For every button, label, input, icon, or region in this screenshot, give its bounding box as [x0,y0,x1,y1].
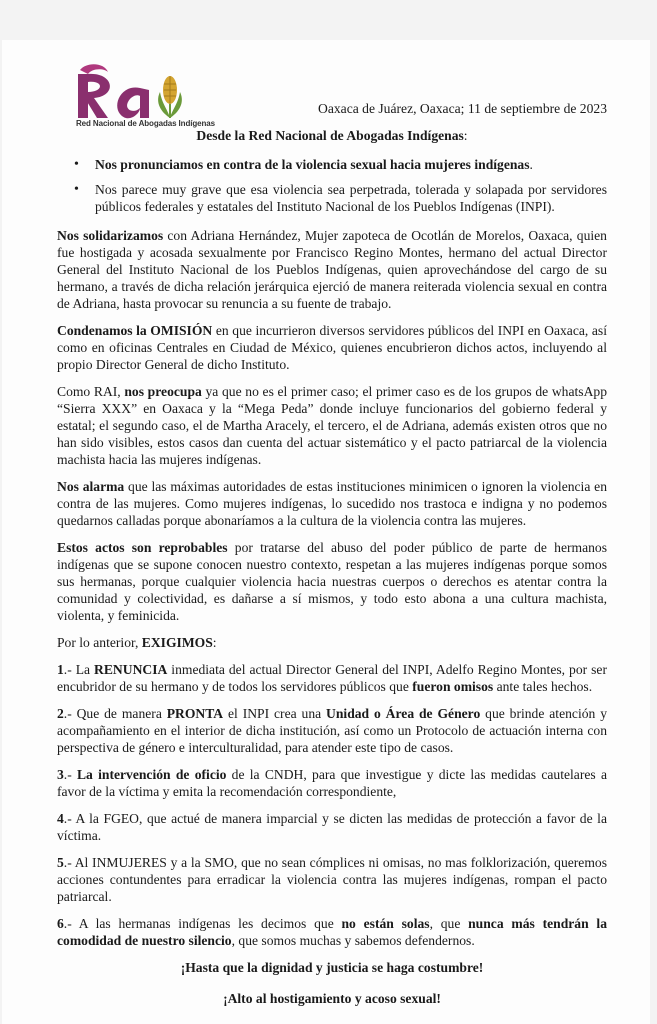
bullet-item: • Nos pronunciamos en contra de la violencia sexual hacia mujeres indígenas. [95,156,607,173]
demand-item-1: 1.- La RENUNCIA inmediata del actual Director General del INPI, Adelfo Regino Montes, por ser encubridor de su hermano y de todos los servidores públicos que fueron omisos ante tales hechos. [57,662,607,694]
paragraph-condemn: Condenamos la OMISIÓN en que incurrieron diversos servidores públicos del INPI en Oaxaca, así como en oficinas Centrales en Ciudad de México, quienes encubrieron dichos actos, incluyendo al propio Director General de dicho Instituto. [57,323,608,372]
logo-caption: Red Nacional de Abogadas Indígenas [76,119,215,128]
demand-item-6: 6.- A las hermanas indígenas les decimos que no están solas, que nunca más tendrán la comodidad de nuestro silencio, que somos muchas y sabemos defendernos. [57,916,607,948]
closing-line-2: ¡Alto al hostigamiento y acoso sexual! [223,991,441,1006]
demand-item-4: 4.- A la FGEO, que actué de manera imparcial y se dicten las medidas de protección a favor de la víctima. [57,811,607,843]
paragraph-solidarity: Nos solidarizamos con Adriana Hernández, Mujer zapoteca de Ocotlán de Morelos, Oaxaca, quien fue hostigada y acosada sexualmente por Francisco Regino Montes, hermano del actual Director General del Instituto Nacional de los Pueblos Indígenas, quien aprovechándose del cargo de su hermano, a través de dicha relación jerárquica ejerció de manera reiterada violencia sexual en contra de Adriana, hasta provocar su renuncia a su fuente de trabajo. [57,228,607,311]
bullet-list [57,156,607,215]
logo-swirl [80,64,108,74]
letter-heading: Desde la Red Nacional de Abogadas Indígenas: [196,128,468,143]
letter-date: Oaxaca de Juárez, Oaxaca; 11 de septiembre de 2023 [318,101,607,116]
paragraph-alarm: Nos alarma que las máximas autoridades de estas instituciones minimicen o ignoren la violencia en contra de las mujeres. Como mujeres indígenas, lo sucedido nos trastoca e indigna y no podemos quedarnos calladas porque abonaríamos a la cultura de la violencia contra las mujeres. [57,479,607,528]
closing-line-1: ¡Hasta que la dignidad y justicia se haga costumbre! [180,960,484,975]
demand-item-2: 2.- Que de manera PRONTA el INPI crea una Unidad o Área de Género que brinde atención y acompañamiento en el interior de dicha institución, así como un Protocolo de actuación interna con perspectiva de género e interculturalidad, para atender este tipo de casos. [57,706,607,755]
paragraph-reprobable: Estos actos son reprobables por tratarse del abuso del poder público de parte de hermanos indígenas que se supone conocen nuestro contexto, respetan a las mujeres indígenas porque somos sus hermanas, porque cualquier violencia hacia nuestras cuerpos o derechos es atentar contra la comunidad y colectividad, es dañarse a sí mismos, y todo esto abona a una cultura machista, violenta, y feminicida. [57,540,607,623]
letter-body [57,100,607,1017]
heading-text: Desde la Red Nacional de Abogadas Indígenas [196,128,464,143]
paragraph-demand-intro: Por lo anterior, EXIGIMOS: [57,635,217,650]
demand-item-3: 3.- La intervención de oficio de la CNDH, para que investigue y dicte las medidas cautelares a favor de la víctima y emita la recomendación correspondiente, [57,767,607,799]
paragraph-concern: Como RAI, nos preocupa ya que no es el primer caso; el primer caso es de los grupos de whatsApp “Sierra XXX” en Oaxaca y la “Mega Peda” donde incluye funcionarios del gobierno federal y estatal; el segundo caso, el de Martha Aracely, el tercero, el de Adriana, además existen otros que no han sido visibles, estos casos dan cuenta del actuar sistemático y el pacto patriarcal de la violencia machista hacia las mujeres indígenas. [57,384,607,467]
demand-item-5: 5.- Al INMUJERES y a la SMO, que no sean cómplices ni omisas, no mas folklorización, queremos acciones contundentes para erradicar la violencia contra las mujeres indígenas, rompan el pacto patriarcal. [57,855,607,904]
bullet-item: • Nos parece muy grave que esa violencia sea perpetrada, tolerada y solapada por servidores públicos federales y estatales del Instituto Nacional de los Pueblos Indígenas (INPI). [95,181,607,215]
